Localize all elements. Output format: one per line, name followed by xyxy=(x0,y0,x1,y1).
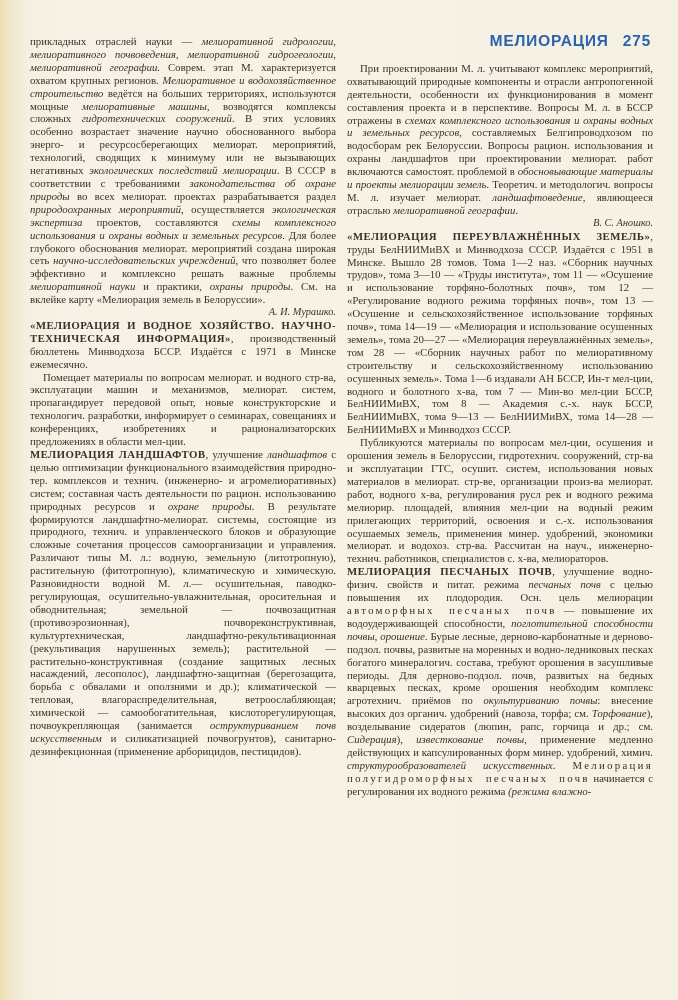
italic-term: охране природы xyxy=(167,500,252,513)
italic-term: законодательства об охране природы xyxy=(30,177,336,203)
text-run: : внесение высоких доз органич. удобрений (навоза, торфа; см. xyxy=(347,695,653,721)
headword: МЕЛИОРАЦИЯ ПЕСЧАНЫХ ПОЧВ xyxy=(347,566,553,579)
italic-term: Мелиоративное и водохозяйственное строительство xyxy=(30,74,337,100)
headword: «МЕЛИОРАЦИЯ ПЕРЕУВЛАЖНЁННЫХ ЗЕМЕЛЬ» xyxy=(347,230,651,243)
left-column xyxy=(30,36,336,799)
text-run: Публикуются материалы по вопросам мел-ции, осушения и орошения земель в Белоруссии, гидротехнич. сооружений, стр-ва и эксплуатации ГТС, осушит. систем, использования новых материалов в мелиорат. стр-ве, организации произ-ва мелиорат. работ, водного х-ва, регулирования русл рек и водного режима мелиорир. площадей, влияния мел-ции на водный режим прилегающих территорий, освоения и с.-х. использования осушаемых земель, применения минер. удобрений, экономики мелиорат. и водохоз. стр-ва. Рассчитан на науч., инженерно-технич. работников, специалистов с. х-ва, мелиораторов. xyxy=(347,437,653,566)
text-run: , труды БелНИИМиВХ и Минводхоза СССР. Издаётся с 1951 в Минске. Вышло 28 томов. Тома 1—2 наз. «Сборник научных трудов», тома 3—10 — «Труды института», том 11 — «Осушение и использование торфяно-болотных почв», том 12 — «Регулирование водного режима торфяных почв», том 13 — «Осушение и сельскохозяйственное использование торфяных почв», тома 14—19 — «Мелиорация и использование осушенных земель», тома 20—27 — «Мелиорация переувлажнённых земель», том 28 — «Сборник научных работ по мелиоративному строительству и сельскохозяйственному использованию осушенных земель». Тома 1—6 издавали АН БССР, Ин-т мел-ции, водного и болотного х-ва, том 7 — Мин-во мел-ции БССР, БелНИИМиВХ, том 8 — Академия с.-х. наук БССР, БелНИИМиВХ, тома 9—13 — БелНИИМиВХ, тома 14—28 — БелНИИМиВХ и Минводхоз СССР. xyxy=(347,230,653,437)
headword: МЕЛИОРАЦИЯ ЛАНДШАФТОВ xyxy=(30,449,206,461)
text-run: , улучшение xyxy=(205,449,268,461)
text-run: . Теоретич. и методологич. вопросы М. л. изучает мелиорат. xyxy=(347,179,654,204)
article-melioration-continuation xyxy=(30,36,336,307)
author-signature xyxy=(347,218,653,231)
text-run: Соврем. этап М. характеризуется охватом крупных регионов. xyxy=(30,61,336,87)
text-run: . Для более глубокого обоснования мелиорат. мероприятий создана широкая сеть xyxy=(30,229,336,268)
text-run: проектов, составляются xyxy=(82,216,233,229)
text-run: . xyxy=(552,759,573,772)
article-melioration-peschanykh-pochv xyxy=(347,566,653,798)
text-run: . В результате формируются ландшафтно-мелиорат. системы, состоящие из природного, технич. и управленческого блоков и образующие сложные сочетания процессов самоорганизации и управления. Различают типы М. л.: водную, земельную (литотропную), растительную (фитотропную), климатическую и химическую. Разновидности водной М. л.— осушительная, паводко-регулирующая, осушительно-увлажнительная, оросительная и обводнительная; земельной — почвозащитная (противоэрозионная), почвореконструктивная, культуртехническая, ландшафтно-рекультивационная (рекультивация нарушенных земель); растительной — растительно-конструктивная (создание защитных лесных насаждений, лесополос), ландшафтно-защитная (берегозащита, борьба с обвалами и оползнями и др.); климатической — тепловая, влагораспределительная, ветроослабляющая; химической — самообогатительная, кислоторегулирующая, почвоукрепляющая (занимается xyxy=(30,500,337,733)
italic-term: известкование почвы xyxy=(416,734,525,747)
text-run: ведётся на больших территориях, используются мощные xyxy=(30,87,336,113)
italic-term: экологическая экспертиза xyxy=(30,203,336,229)
running-head xyxy=(347,33,651,50)
italic-term: схемы комплексного использования и охраны водных и земельных ресурсов xyxy=(30,216,336,242)
text-run: . В СССР в соответствии с требованиями xyxy=(30,165,336,190)
headword: «МЕЛИОРАЦИЯ И ВОДНОЕ ХОЗЯЙСТВО. НАУЧНО-ТЕХНИЧЕСКАЯ ИНФОРМАЦИЯ» xyxy=(30,319,336,345)
italic-term: мелиоративной географии xyxy=(393,204,516,217)
italic-term: Торфование xyxy=(591,708,647,721)
italic-term: поглотительной способности почвы, орошение xyxy=(347,617,653,643)
paragraph xyxy=(30,372,336,449)
italic-term: охраны природы xyxy=(209,281,291,294)
paragraph xyxy=(347,437,653,566)
spaced-term: автоморфных песчаных почв xyxy=(347,604,557,617)
text-run: и практики, xyxy=(135,281,210,294)
text-run: ), возделывание сидератов (люпин, рапс, горчица и др.; см. xyxy=(347,708,653,734)
text-run: Помещает материалы по вопросам мелиорат. и водного стр-ва, эксплуатации машин и механизмов, мелиорат. систем, пропагандирует передовой опыт, новые конструкторские и технологич. разработки, информирует о семинарах, совещаниях и конференциях, изобретениях и рационализаторских предложениях в области мел-ции. xyxy=(30,371,336,449)
italic-term: мелиоративной гидрологии, мелиоративного почвоведения, мелиоративной гидрогеологии, мелиоративной географии. xyxy=(30,36,337,74)
italic-term: ландшафтоведение xyxy=(492,191,583,204)
text-run: . В этих условиях особенно возрастает значение научно обоснованного выбора энерго- и ресурсосберегающих мелиорат. мероприятий, технологий, сводящих к минимуму или не вызывающих негативных xyxy=(30,113,337,178)
italic-term: природоохранных мероприятий xyxy=(30,203,181,216)
text-run: , составляемых Белгипроводхозом по водосборам рек Белоруссии. Вопросы рацион. использования и охраны ландшафтов при проектировании мелиорат. работ включаются самостоят. проблемой в xyxy=(347,127,653,179)
italic-term: В. С. Аношко. xyxy=(593,217,653,229)
text-run: , улучшение водно-физич. свойств и питат. режима xyxy=(347,566,653,592)
article-melioration-pereuvlazhnennykh-zemel xyxy=(347,231,653,438)
italic-term: ландшафтов xyxy=(267,449,328,461)
right-column xyxy=(347,33,654,799)
italic-term: окультуриванию почвы xyxy=(483,695,598,708)
text-run: — повышение их водоудерживающей способности, xyxy=(347,604,653,630)
italic-term: экологических последствий мелиорации xyxy=(89,165,277,178)
italic-term: схемах комплексного использования и охраны водных и земельных ресурсов xyxy=(347,114,653,140)
text-run: прикладных отраслей науки — xyxy=(30,36,202,48)
article-melioration-i-vodnoe-khozyaystvo xyxy=(30,320,336,372)
text-run: ), xyxy=(396,734,417,747)
italic-term: гидротехнических сооружений xyxy=(81,113,232,126)
page-number: 275 xyxy=(622,33,651,50)
italic-term: А. И. Мурашко. xyxy=(268,307,336,319)
text-run: во всех мелиорат. проектах разрабатывается раздел xyxy=(69,190,336,203)
italic-term: Сидерация xyxy=(347,734,397,747)
text-run: и силикатизацией почвогрунтов), санитарно-дезинфекционная (применение арборицидов, пестицидов). xyxy=(30,732,336,758)
text-run: , являющееся отраслью xyxy=(347,191,653,217)
spaced-term: Мелиорация полугидроморфных песчаных почв xyxy=(347,759,653,785)
text-run: , что позволяет более эффективно и комплексно решать важные проблемы xyxy=(30,255,336,281)
article-melioration-landshaftov xyxy=(30,449,336,759)
text-run: При проектировании М. л. учитывают комплекс мероприятий, охватывающий природные компоненты и отрасли антропогенной деятельности, особенности их функционирования в момент составления проекта и в перспективе. Вопросы М. л. в БССР отражены в xyxy=(347,62,653,127)
text-run: начинается с регулирования их водного режима xyxy=(347,772,653,798)
text-run: , применение медленно действующих и капсулированных форм минер. удобрений, химич. xyxy=(347,734,653,759)
text-run: . См. на вклейке карту «Мелиорация земель в Белоруссии». xyxy=(30,281,336,307)
italic-term: структурообразователей искусственных xyxy=(347,759,553,772)
text-run: , производственный бюллетень Минводхоза БССР. Издаётся с 1971 в Минске ежемесячно. xyxy=(30,332,336,371)
text-run: , возводятся комплексы сложных xyxy=(30,100,337,126)
italic-term: обосновывающие материалы и проекты мелиорации земель xyxy=(347,166,654,192)
text-run: , осуществляется xyxy=(181,203,272,216)
text-run: с целью повышения их плодородия. Осн. цель мелиорации xyxy=(347,579,654,605)
italic-term: научно-исследовательских учреждений xyxy=(53,255,236,268)
italic-term: оструктуриванием почв искусственным xyxy=(30,720,336,745)
paragraph xyxy=(347,63,653,218)
text-run: . Бурые лесные, дерново-карбонатные и дерново-подзол. почвы, развитые на моренных и водно-ледниковых песках богатого минералогич. состава, требуют орошения в засушливые периоды. Для дерново-подзол. почв, развитых на бедных кварцевых песках, кроме орошения необходим комплекс агротехнич. приёмов по xyxy=(347,630,653,708)
running-head-title: МЕЛИОРАЦИЯ xyxy=(489,33,609,50)
italic-term: (режима влажно- xyxy=(508,785,592,798)
text-run: . xyxy=(515,204,519,217)
italic-term: мелиоративной науки xyxy=(30,281,136,294)
italic-term: песчаных почв xyxy=(528,579,601,592)
author-signature xyxy=(30,307,336,320)
text-run: с целью оптимизации функционального взаимодействия природно-тер. комплексов и технич. (инженерно- и агромелиоративных) систем; составная часть деятельности по рацион. использованию природных ресурсов и xyxy=(30,449,336,513)
italic-term: мелиоративные машины xyxy=(81,100,207,113)
